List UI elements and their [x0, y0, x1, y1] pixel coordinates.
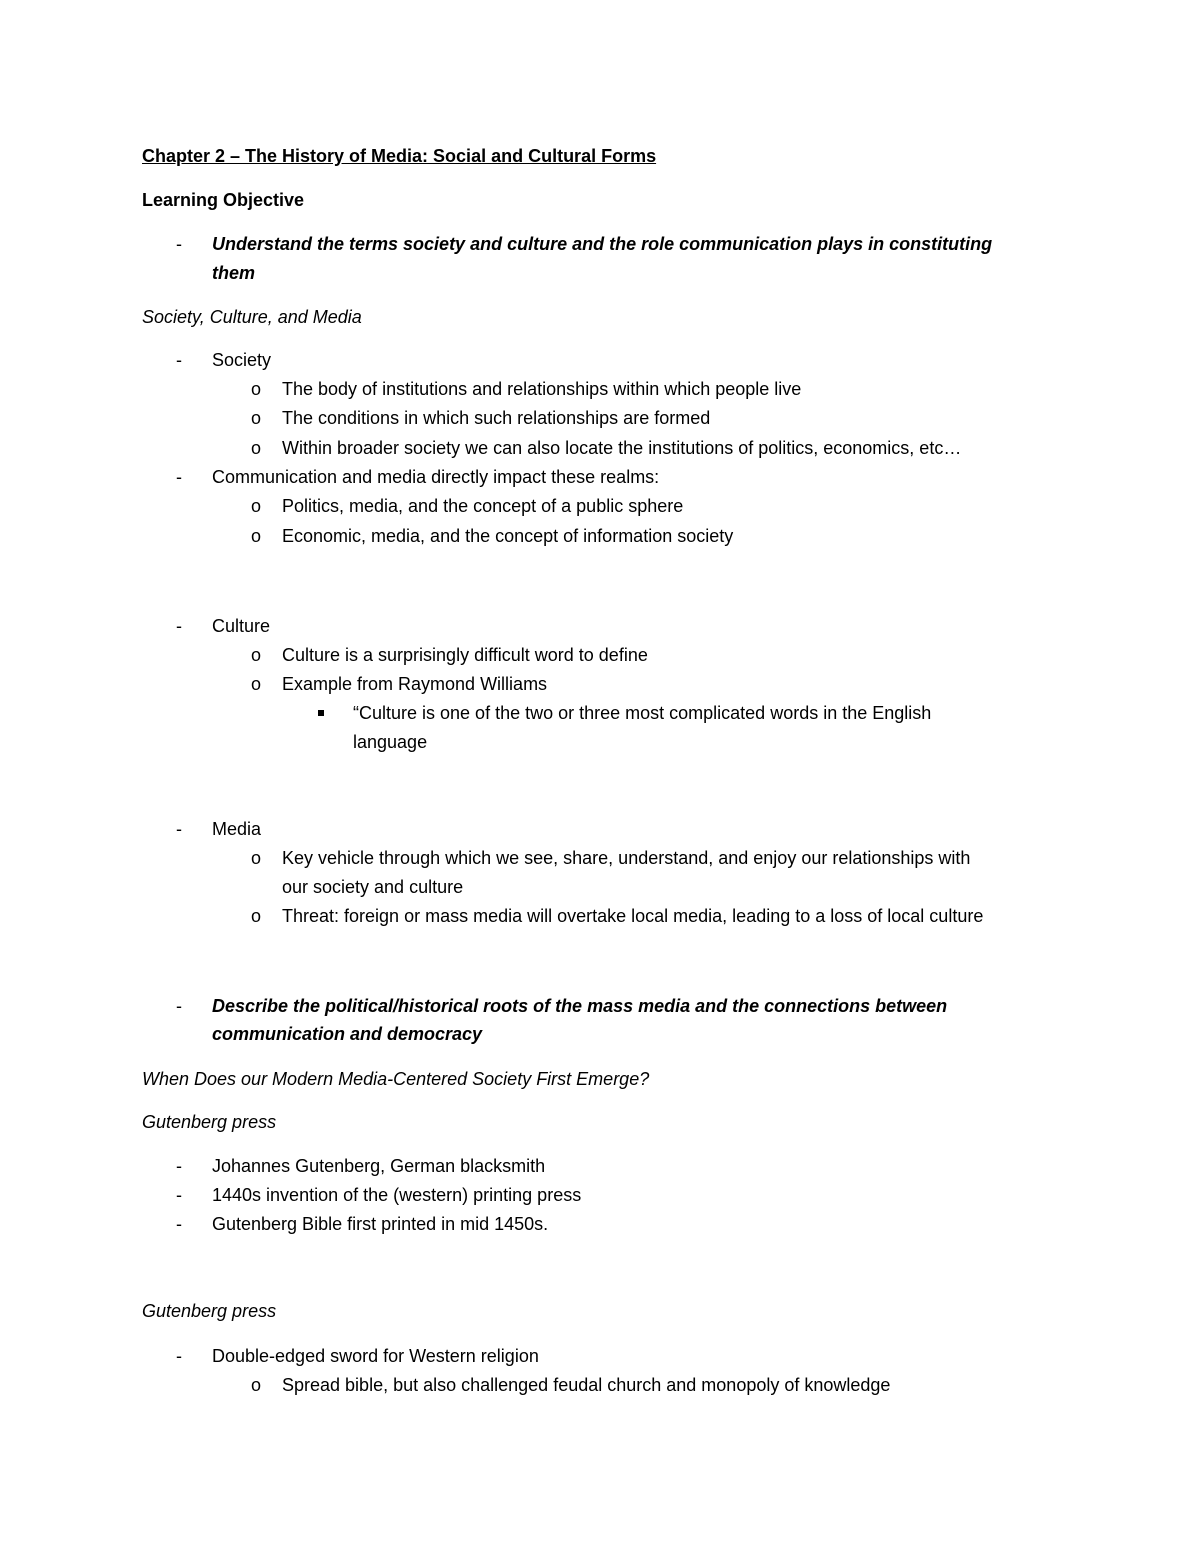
objective-1-line-2: them	[212, 263, 256, 283]
media-item-line-1: Key vehicle through which we see, share, understand, and enjoy our relationships with	[282, 848, 971, 868]
dash-bullet: -	[176, 1346, 182, 1366]
circle-bullet: o	[251, 438, 262, 458]
culture-quote-line-2: language	[353, 732, 428, 752]
circle-bullet: o	[251, 848, 262, 868]
square-bullet-icon	[318, 710, 324, 716]
dash-bullet: -	[176, 1185, 182, 1205]
gutenberg-heading: Gutenberg press	[142, 1301, 277, 1321]
culture-label: Culture	[212, 616, 271, 636]
gutenberg-item: 1440s invention of the (western) printing press	[212, 1185, 582, 1205]
communication-item: Economic, media, and the concept of information society	[282, 526, 734, 546]
page-title: Chapter 2 – The History of Media: Social and Cultural Forms	[142, 146, 657, 166]
objective-2-line-2: communication and democracy	[212, 1024, 483, 1044]
society-item: The conditions in which such relationships are formed	[282, 408, 711, 428]
gutenberg-2-item: Spread bible, but also challenged feudal church and monopoly of knowledge	[282, 1375, 891, 1395]
gutenberg-2-label: Double-edged sword for Western religion	[212, 1346, 539, 1366]
dash-bullet: -	[176, 1214, 182, 1234]
circle-bullet: o	[251, 526, 262, 546]
dash-bullet: -	[176, 234, 182, 254]
dash-bullet: -	[176, 467, 182, 487]
media-item: Threat: foreign or mass media will overtake local media, leading to a loss of local culture	[282, 906, 984, 926]
circle-bullet: o	[251, 1375, 262, 1395]
dash-bullet: -	[176, 996, 182, 1016]
circle-bullet: o	[251, 645, 262, 665]
circle-bullet: o	[251, 906, 262, 926]
objective-1-line-1: Understand the terms society and culture and the role communication plays in constituting	[212, 234, 993, 254]
media-label: Media	[212, 819, 262, 839]
gutenberg-item: Gutenberg Bible first printed in mid 1450s.	[212, 1214, 549, 1234]
culture-item: Example from Raymond Williams	[282, 674, 548, 694]
objective-2-line-1: Describe the political/historical roots of the mass media and the connections between	[212, 996, 948, 1016]
gutenberg-heading: Gutenberg press	[142, 1112, 277, 1132]
circle-bullet: o	[251, 408, 262, 428]
society-item: Within broader society we can also locate the institutions of politics, economics, etc…	[282, 438, 962, 458]
circle-bullet: o	[251, 496, 262, 516]
communication-label: Communication and media directly impact these realms:	[212, 467, 660, 487]
learning-objective-heading: Learning Objective	[142, 190, 305, 210]
section-heading-society-culture-media: Society, Culture, and Media	[142, 307, 362, 327]
circle-bullet: o	[251, 674, 262, 694]
society-label: Society	[212, 350, 272, 370]
dash-bullet: -	[176, 616, 182, 636]
culture-item: Culture is a surprisingly difficult word to define	[282, 645, 648, 665]
media-item-line-2: our society and culture	[282, 877, 464, 897]
society-item: The body of institutions and relationships within which people live	[282, 379, 802, 399]
dash-bullet: -	[176, 1156, 182, 1176]
section-heading-modern-society: When Does our Modern Media-Centered Society First Emerge?	[142, 1069, 650, 1089]
communication-item: Politics, media, and the concept of a public sphere	[282, 496, 684, 516]
dash-bullet: -	[176, 819, 182, 839]
gutenberg-item: Johannes Gutenberg, German blacksmith	[212, 1156, 546, 1176]
circle-bullet: o	[251, 379, 262, 399]
culture-quote-line-1: “Culture is one of the two or three most complicated words in the English	[353, 703, 932, 723]
dash-bullet: -	[176, 350, 182, 370]
